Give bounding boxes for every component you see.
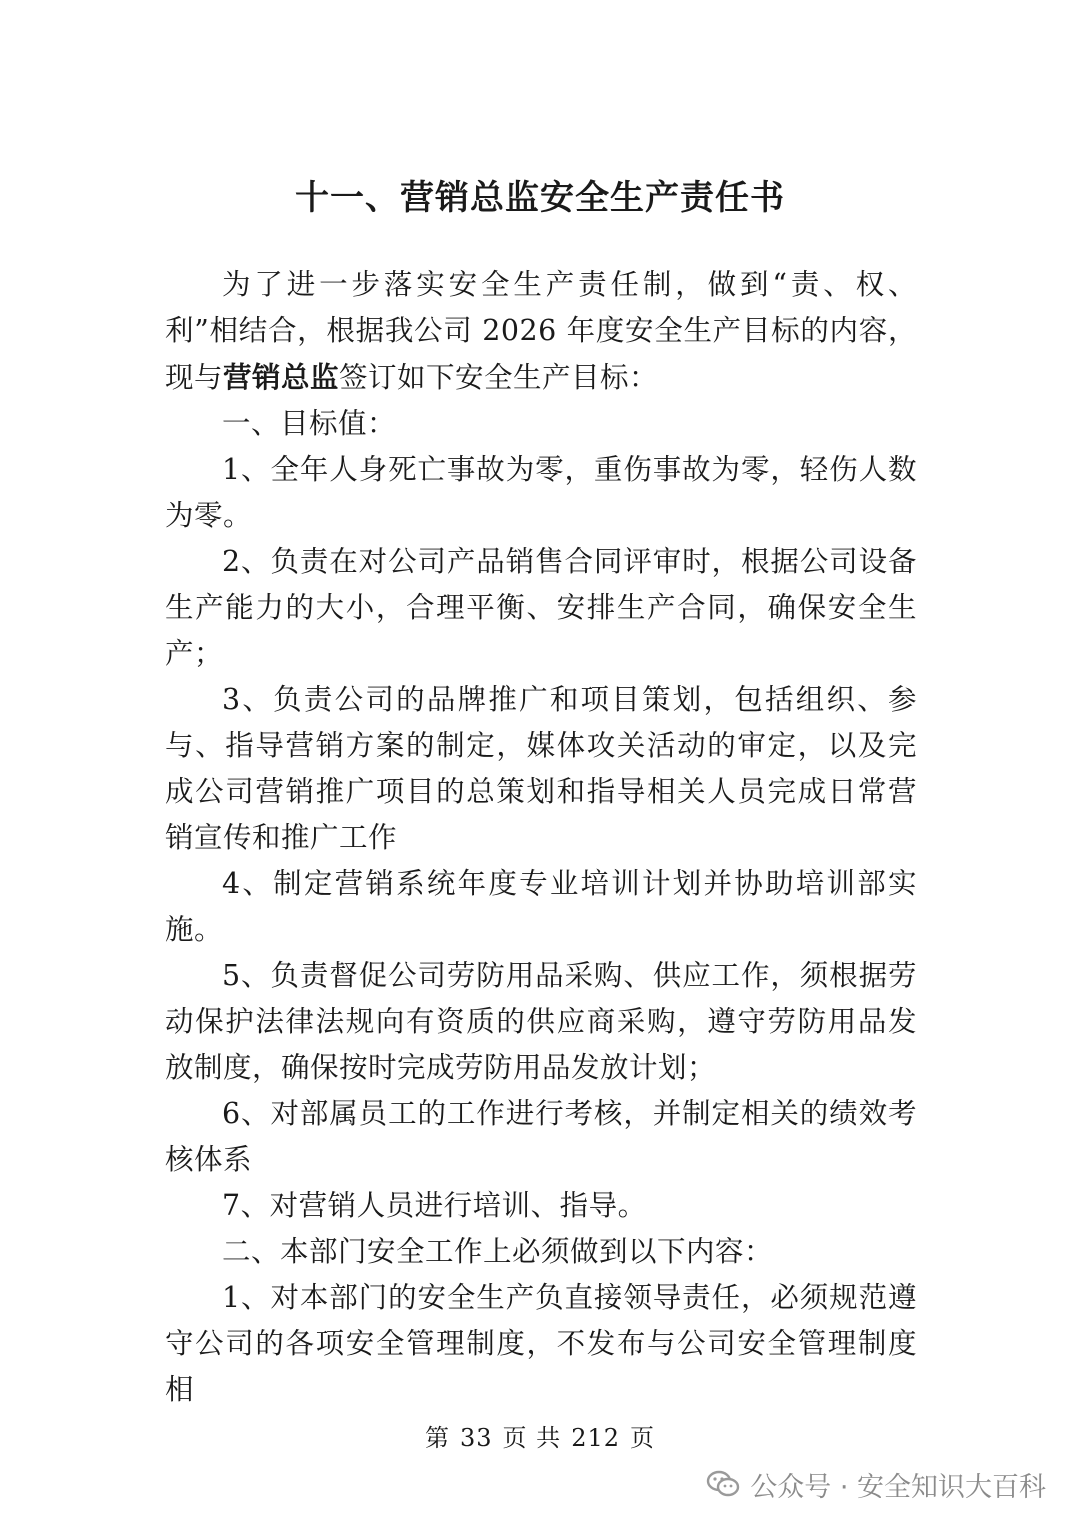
watermark — [706, 1465, 1046, 1503]
list-item: 2、负责在对公司产品销售合同评审时，根据公司设备生产能力的大小，合理平衡、安排生产合同，确保安全生产； — [165, 545, 917, 670]
section1-heading: 一、目标值： — [222, 407, 397, 440]
list-item: 7、对营销人员进行培训、指导。 — [222, 1189, 647, 1222]
intro-paragraph — [165, 262, 917, 401]
intro-text-part1: 为了进一步落实安全生产责任制，做到“责、权、利”相结合，根据我公司 2026 年度安全生产目标的内容，现与 — [165, 268, 917, 394]
footer-middle: 页 共 — [502, 1424, 562, 1452]
watermark-text: 公众号 · 安全知识大百科 — [750, 1471, 1046, 1503]
current-page-number: 33 — [460, 1424, 493, 1452]
intro-text-part2: 签订如下安全生产目标： — [339, 361, 659, 394]
list-item: 3、负责公司的品牌推广和项目策划，包括组织、参与、指导营销方案的制定，媒体攻关活动的审定，以及完成公司营销推广项目的总策划和指导相关人员完成日常营销宣传和推广工作 — [165, 683, 917, 854]
list-item: 6、对部属员工的工作进行考核，并制定相关的绩效考核体系 — [165, 1097, 917, 1176]
list-item: 5、负责督促公司劳防用品采购、供应工作，须根据劳动保护法律法规向有资质的供应商采购，遵守劳防用品发放制度，确保按时完成劳防用品发放计划； — [165, 959, 917, 1084]
total-pages-number: 212 — [571, 1424, 620, 1452]
document-title: 十一、营销总监安全生产责任书 — [295, 178, 785, 218]
footer-suffix: 页 — [630, 1424, 655, 1452]
intro-bold-role: 营销总监 — [223, 360, 340, 394]
list-item: 4、制定营销系统年度专业培训计划并协助培训部实施。 — [165, 867, 917, 946]
wechat-official-account-icon — [706, 1469, 740, 1499]
section2-heading: 二、本部门安全工作上必须做到以下内容： — [222, 1235, 774, 1268]
list-item: 1、对本部门的安全生产负直接领导责任，必须规范遵守公司的各项安全管理制度，不发布与公司安全管理制度相 — [165, 1281, 917, 1406]
list-item: 1、全年人身死亡事故为零，重伤事故为零，轻伤人数为零。 — [165, 453, 917, 532]
page-footer — [0, 1418, 1080, 1453]
document-body — [165, 262, 917, 1413]
footer-prefix: 第 — [425, 1424, 450, 1452]
